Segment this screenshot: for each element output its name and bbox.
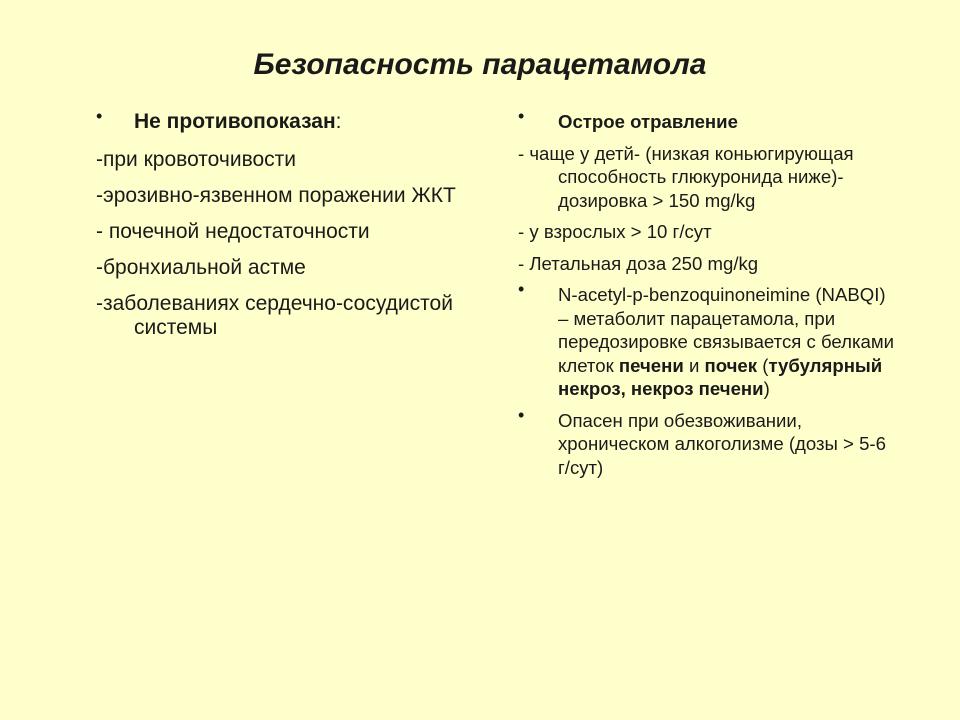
right-bullet-dehydration — [518, 404, 898, 480]
bold-liver: печени — [618, 354, 684, 376]
bullet-icon: • — [96, 106, 103, 126]
left-heading-bold: Не противопоказан — [134, 110, 336, 133]
left-item-renal: - почечной недостаточности — [96, 220, 370, 243]
bullet-icon: • — [518, 279, 525, 299]
right-item-adults: - у взрослых > 10 г/сут — [518, 221, 712, 242]
left-item-cardiovascular: -заболеваниях сердечно-сосудистой системы — [96, 292, 453, 339]
bold-kidneys: почек — [704, 354, 758, 376]
left-column — [96, 106, 486, 340]
right-item-children: - чаще у детй- (низкая коньюгирующая способность глюкуронида ниже)- дозировка > 150 mg/kg — [518, 142, 854, 211]
right-column — [518, 106, 898, 479]
left-bullet-heading — [96, 106, 486, 134]
nabqi-text: N-acetyl-p-benzoquinoneimine (NABQI) – метаболит парацетамола, при передозировке связывается с белками клеток печени и почек (тубулярный некроз, некроз печени) — [558, 284, 895, 399]
right-heading: Острое отравление — [558, 111, 738, 132]
left-item-bleeding: -при кровоточивости — [96, 148, 297, 171]
left-item-gi-ulcer: -эрозивно-язвенном поражении ЖКТ — [96, 184, 456, 207]
left-item-asthma: -бронхиальной астме — [96, 256, 306, 279]
dehydration-text: Опасен при обезвоживании, хроническом алкоголизме (дозы > 5-6 г/сут) — [558, 409, 886, 478]
left-heading-colon: : — [335, 110, 342, 133]
bold-necrosis: тубулярный некроз, некроз печени — [558, 354, 883, 399]
right-bullet-heading — [518, 106, 898, 134]
right-item-lethal-dose: - Летальная доза 250 mg/kg — [518, 252, 759, 274]
right-bullet-nabqi — [518, 279, 898, 401]
bullet-icon: • — [518, 404, 525, 425]
slide-title: Безопасность парацетамола — [253, 48, 707, 81]
bullet-icon: • — [518, 106, 525, 126]
